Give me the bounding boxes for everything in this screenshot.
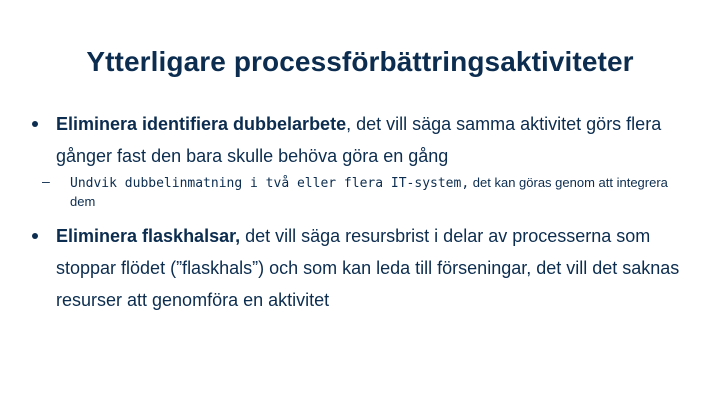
bullet-text <box>56 108 716 172</box>
sub-bullet-item <box>42 174 670 212</box>
bullet-body-text: , det vill säga samma aktivitet görs flera gånger fast den bara skulle behöva göra en gång <box>56 114 662 166</box>
sub-bullet-rest-text: det kan göras genom att integrera dem <box>70 175 668 209</box>
sub-bullet-mono-text: Undvik dubbelinmatning i två eller flera IT-system, <box>70 176 470 191</box>
dash-icon: – <box>42 175 50 190</box>
bullet-dot-icon <box>32 121 38 127</box>
bullet-dot-icon <box>32 233 38 239</box>
bullet-body-text: det vill säga resursbrist i delar av processerna som stoppar flödet (”flaskhals”) och som kan leda till förseningar, det vill det saknas resurser att genomföra en aktivitet <box>56 226 680 310</box>
bullet-bold-text: Eliminera flaskhalsar, <box>56 226 241 246</box>
bullet-bold-text: Eliminera identifiera dubbelarbete <box>56 114 347 134</box>
slide-title: Ytterligare processförbättringsaktiviteter <box>86 46 634 77</box>
bullet-text <box>56 220 696 316</box>
